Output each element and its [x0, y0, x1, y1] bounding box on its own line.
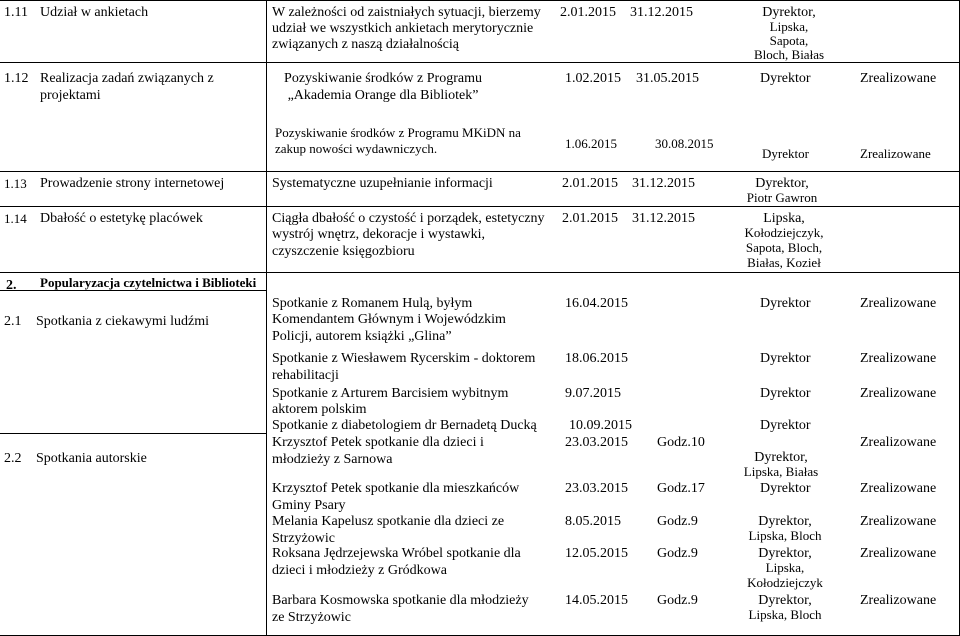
task-description: zakup nowości wydawniczych. [275, 141, 438, 156]
responsible: Lipska, Bloch [748, 528, 822, 543]
row-divider [0, 272, 960, 273]
start-date: 2.01.2015 [560, 5, 616, 20]
event-description: Krzysztof Petek spotkanie dla dzieci i [272, 435, 484, 450]
event-time: Godz.9 [657, 546, 698, 561]
responsible: Dyrektor, [755, 176, 809, 191]
row-number: 1.13 [4, 176, 27, 191]
responsible: Dyrektor [760, 481, 811, 496]
status: Zrealizowane [860, 296, 937, 311]
section-number: 2. [6, 278, 17, 293]
task-description: W zależności od zaistniałych sytuacji, bierzemy [272, 5, 541, 20]
task-title: projektami [40, 88, 101, 103]
row-number: 1.14 [4, 211, 27, 226]
responsible: Dyrektor [760, 296, 811, 311]
event-time: Godz.9 [657, 514, 698, 529]
responsible: Lipska, Bloch [748, 607, 822, 622]
event-time: Godz.17 [657, 481, 705, 496]
end-date: 30.08.2015 [655, 136, 714, 151]
task-title: Dbałość o estetykę placówek [40, 211, 203, 226]
event-description: Spotkanie z diabetologiem dr Bernadetą Ducką [272, 418, 537, 433]
responsible: Kołodziejczyk [747, 575, 823, 590]
event-time: Godz.9 [657, 593, 698, 608]
responsible: Dyrektor [760, 418, 811, 433]
event-description: dzieci i młodzieży z Gródkowa [272, 563, 447, 578]
row-divider [0, 0, 960, 1]
event-description: aktorem polskim [272, 402, 367, 417]
responsible: Lipska, [765, 560, 805, 575]
task-description: związanych z naszą działalnością [272, 37, 459, 52]
task-title: Spotkania autorskie [36, 451, 147, 466]
status: Zrealizowane [860, 435, 937, 450]
status: Zrealizowane [860, 146, 931, 161]
status: Zrealizowane [860, 351, 937, 366]
event-description: Policji, autorem książki „Glina” [272, 329, 452, 344]
event-description: Melania Kapelusz spotkanie dla dzieci ze [272, 514, 505, 529]
responsible: Sapota, [769, 33, 809, 48]
end-date: 31.12.2015 [630, 5, 693, 20]
event-date: 23.03.2015 [565, 481, 628, 496]
task-description: udział we wszystkich ankietach merytorycznie [272, 21, 534, 36]
task-description: czyszczenie księgozbioru [272, 244, 415, 259]
responsible: Białas, Kozieł [747, 255, 821, 270]
row-divider [0, 433, 266, 434]
row-number: 1.11 [4, 5, 28, 20]
task-title: Spotkania z ciekawymi ludźmi [36, 314, 210, 329]
event-description: Spotkanie z Arturem Barcisiem wybitnym [272, 386, 509, 401]
column-divider [266, 0, 267, 636]
event-time: Godz.10 [657, 435, 705, 450]
start-date: 2.01.2015 [562, 211, 618, 226]
status: Zrealizowane [860, 593, 937, 608]
responsible: Sapota, Bloch, [745, 240, 823, 255]
task-description: Systematyczne uzupełnianie informacji [272, 176, 493, 191]
row-divider [0, 171, 960, 172]
start-date: 1.06.2015 [565, 136, 617, 151]
task-description: Pozyskiwanie środków z Programu [284, 71, 482, 86]
event-description: Roksana Jędrzejewska Wróbel spotkanie dla [272, 546, 521, 561]
responsible: Dyrektor, [762, 5, 816, 20]
row-number: 1.12 [4, 71, 29, 86]
event-description: Gminy Psary [272, 498, 346, 513]
event-description: Barbara Kosmowska spotkanie dla młodzieży [272, 593, 529, 608]
end-date: 31.05.2015 [636, 71, 699, 86]
event-date: 9.07.2015 [565, 386, 621, 401]
responsible: Dyrektor [760, 71, 811, 86]
event-description: Krzysztof Petek spotkanie dla mieszkańców [272, 481, 520, 496]
end-date: 31.12.2015 [632, 176, 695, 191]
event-description: Komendantem Głównym i Wojewódzkim [272, 312, 506, 327]
end-date: 31.12.2015 [632, 211, 695, 226]
event-date: 8.05.2015 [565, 514, 621, 529]
responsible: Lipska, [769, 19, 809, 34]
responsible: Bloch, Białas [753, 47, 825, 62]
section-title: Popularyzacja czytelnictwa i Biblioteki [40, 275, 257, 290]
responsible: Dyrektor [760, 351, 811, 366]
row-number: 2.2 [4, 451, 22, 466]
start-date: 1.02.2015 [565, 71, 621, 86]
event-date: 16.04.2015 [565, 296, 628, 311]
event-description: ze Strzyżowic [272, 610, 351, 625]
responsible: Dyrektor [762, 146, 809, 161]
event-description: młodzieży z Sarnowa [272, 452, 393, 467]
responsible: Lipska, Białas [743, 464, 819, 479]
task-description: „Akademia Orange dla Bibliotek” [287, 88, 479, 103]
task-description: Ciągła dbałość o czystość i porządek, estetyczny [272, 211, 545, 226]
event-description: Strzyżowic [272, 531, 335, 546]
event-date: 18.06.2015 [565, 351, 628, 366]
responsible: Kołodziejczyk, [744, 225, 824, 240]
responsible: Dyrektor, [754, 450, 808, 465]
status: Zrealizowane [860, 481, 937, 496]
event-date: 23.03.2015 [565, 435, 628, 450]
event-date: 14.05.2015 [565, 593, 628, 608]
event-date: 10.09.2015 [569, 418, 632, 433]
task-title: Udział w ankietach [40, 5, 149, 20]
event-description: rehabilitacji [272, 368, 339, 383]
status: Zrealizowane [860, 514, 937, 529]
task-description: wystrój wnętrz, dekoracje i wystawki, [272, 227, 486, 242]
task-title: Realizacja zadań związanych z [40, 71, 214, 86]
status: Zrealizowane [860, 386, 937, 401]
responsible: Dyrektor [760, 386, 811, 401]
event-description: Spotkanie z Romanem Hulą, byłym [272, 296, 473, 311]
row-number: 2.1 [4, 314, 22, 329]
event-description: Spotkanie z Wiesławem Rycerskim - doktorem [272, 351, 536, 366]
responsible: Dyrektor, [758, 514, 812, 529]
task-description: Pozyskiwanie środków z Programu MKiDN na [275, 125, 521, 140]
responsible: Piotr Gawron [746, 190, 818, 205]
responsible: Lipska, [763, 211, 805, 226]
start-date: 2.01.2015 [562, 176, 618, 191]
responsible: Dyrektor, [758, 593, 812, 608]
row-divider [0, 206, 960, 207]
status: Zrealizowane [860, 71, 937, 86]
responsible: Dyrektor, [758, 546, 812, 561]
status: Zrealizowane [860, 546, 937, 561]
event-date: 12.05.2015 [565, 546, 628, 561]
task-title: Prowadzenie strony internetowej [40, 176, 225, 191]
